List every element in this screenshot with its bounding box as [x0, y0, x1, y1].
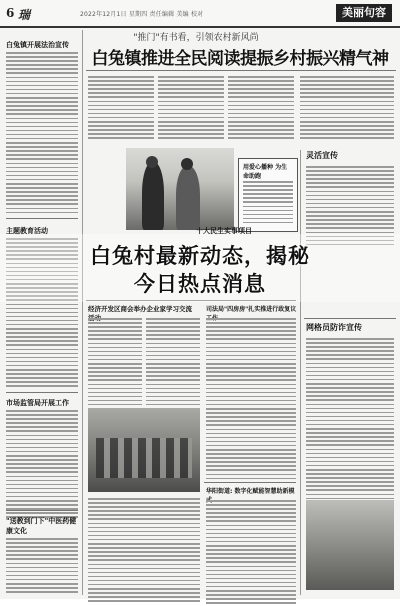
right-headline-1: 灵活宣传 — [306, 151, 338, 160]
info-box-title: 用爱心播种 为生命助跑 — [243, 164, 288, 180]
page-header — [0, 0, 400, 28]
bottom-right-photo — [306, 500, 394, 590]
main-headline: 白兔镇推进全民阅读提振乡村振兴精气神 — [91, 49, 389, 69]
main-kicker: "推门"有书看，引领农村新风尚 — [133, 33, 259, 43]
main-photo — [126, 148, 234, 230]
left-headline-2: 主题教育活动 — [6, 227, 48, 235]
right-headline-2: 网格员防诈宣传 — [306, 323, 362, 332]
issue-meta: 2022年12月1日 星期四 责任编辑 美编 校对 — [80, 11, 204, 18]
page-number: 6 — [6, 6, 15, 20]
left-headline-3: 市场监管局开展工作 — [6, 399, 69, 407]
masthead: 瑞 — [18, 8, 31, 22]
left-column — [6, 30, 78, 595]
group-photo — [88, 408, 200, 492]
main-body-text — [88, 76, 154, 142]
overlay-title-line2: 今日热点消息 — [134, 272, 266, 296]
bottom-right-headline: 华阳街道: 数字化赋能智慧助新模 — [206, 488, 295, 495]
left-headline-1: 白兔镇开展法治宣传 — [6, 41, 69, 49]
info-box — [238, 158, 298, 232]
left-headline-4: "送教到门下"中医药健康文化 — [6, 517, 77, 535]
mid-right-headline: 十大民生实事项目 — [196, 227, 252, 235]
section-tag: 美丽句容 — [336, 4, 392, 22]
overlay-title-line1: 白兔村最新动态，揭秘 — [90, 244, 310, 268]
mid-left-headline: 经济开发区商会举办企业家学习交流 — [88, 305, 192, 313]
mid-right-headline-2: 司法局"四房房"扎实推进行政复议 — [206, 306, 297, 313]
